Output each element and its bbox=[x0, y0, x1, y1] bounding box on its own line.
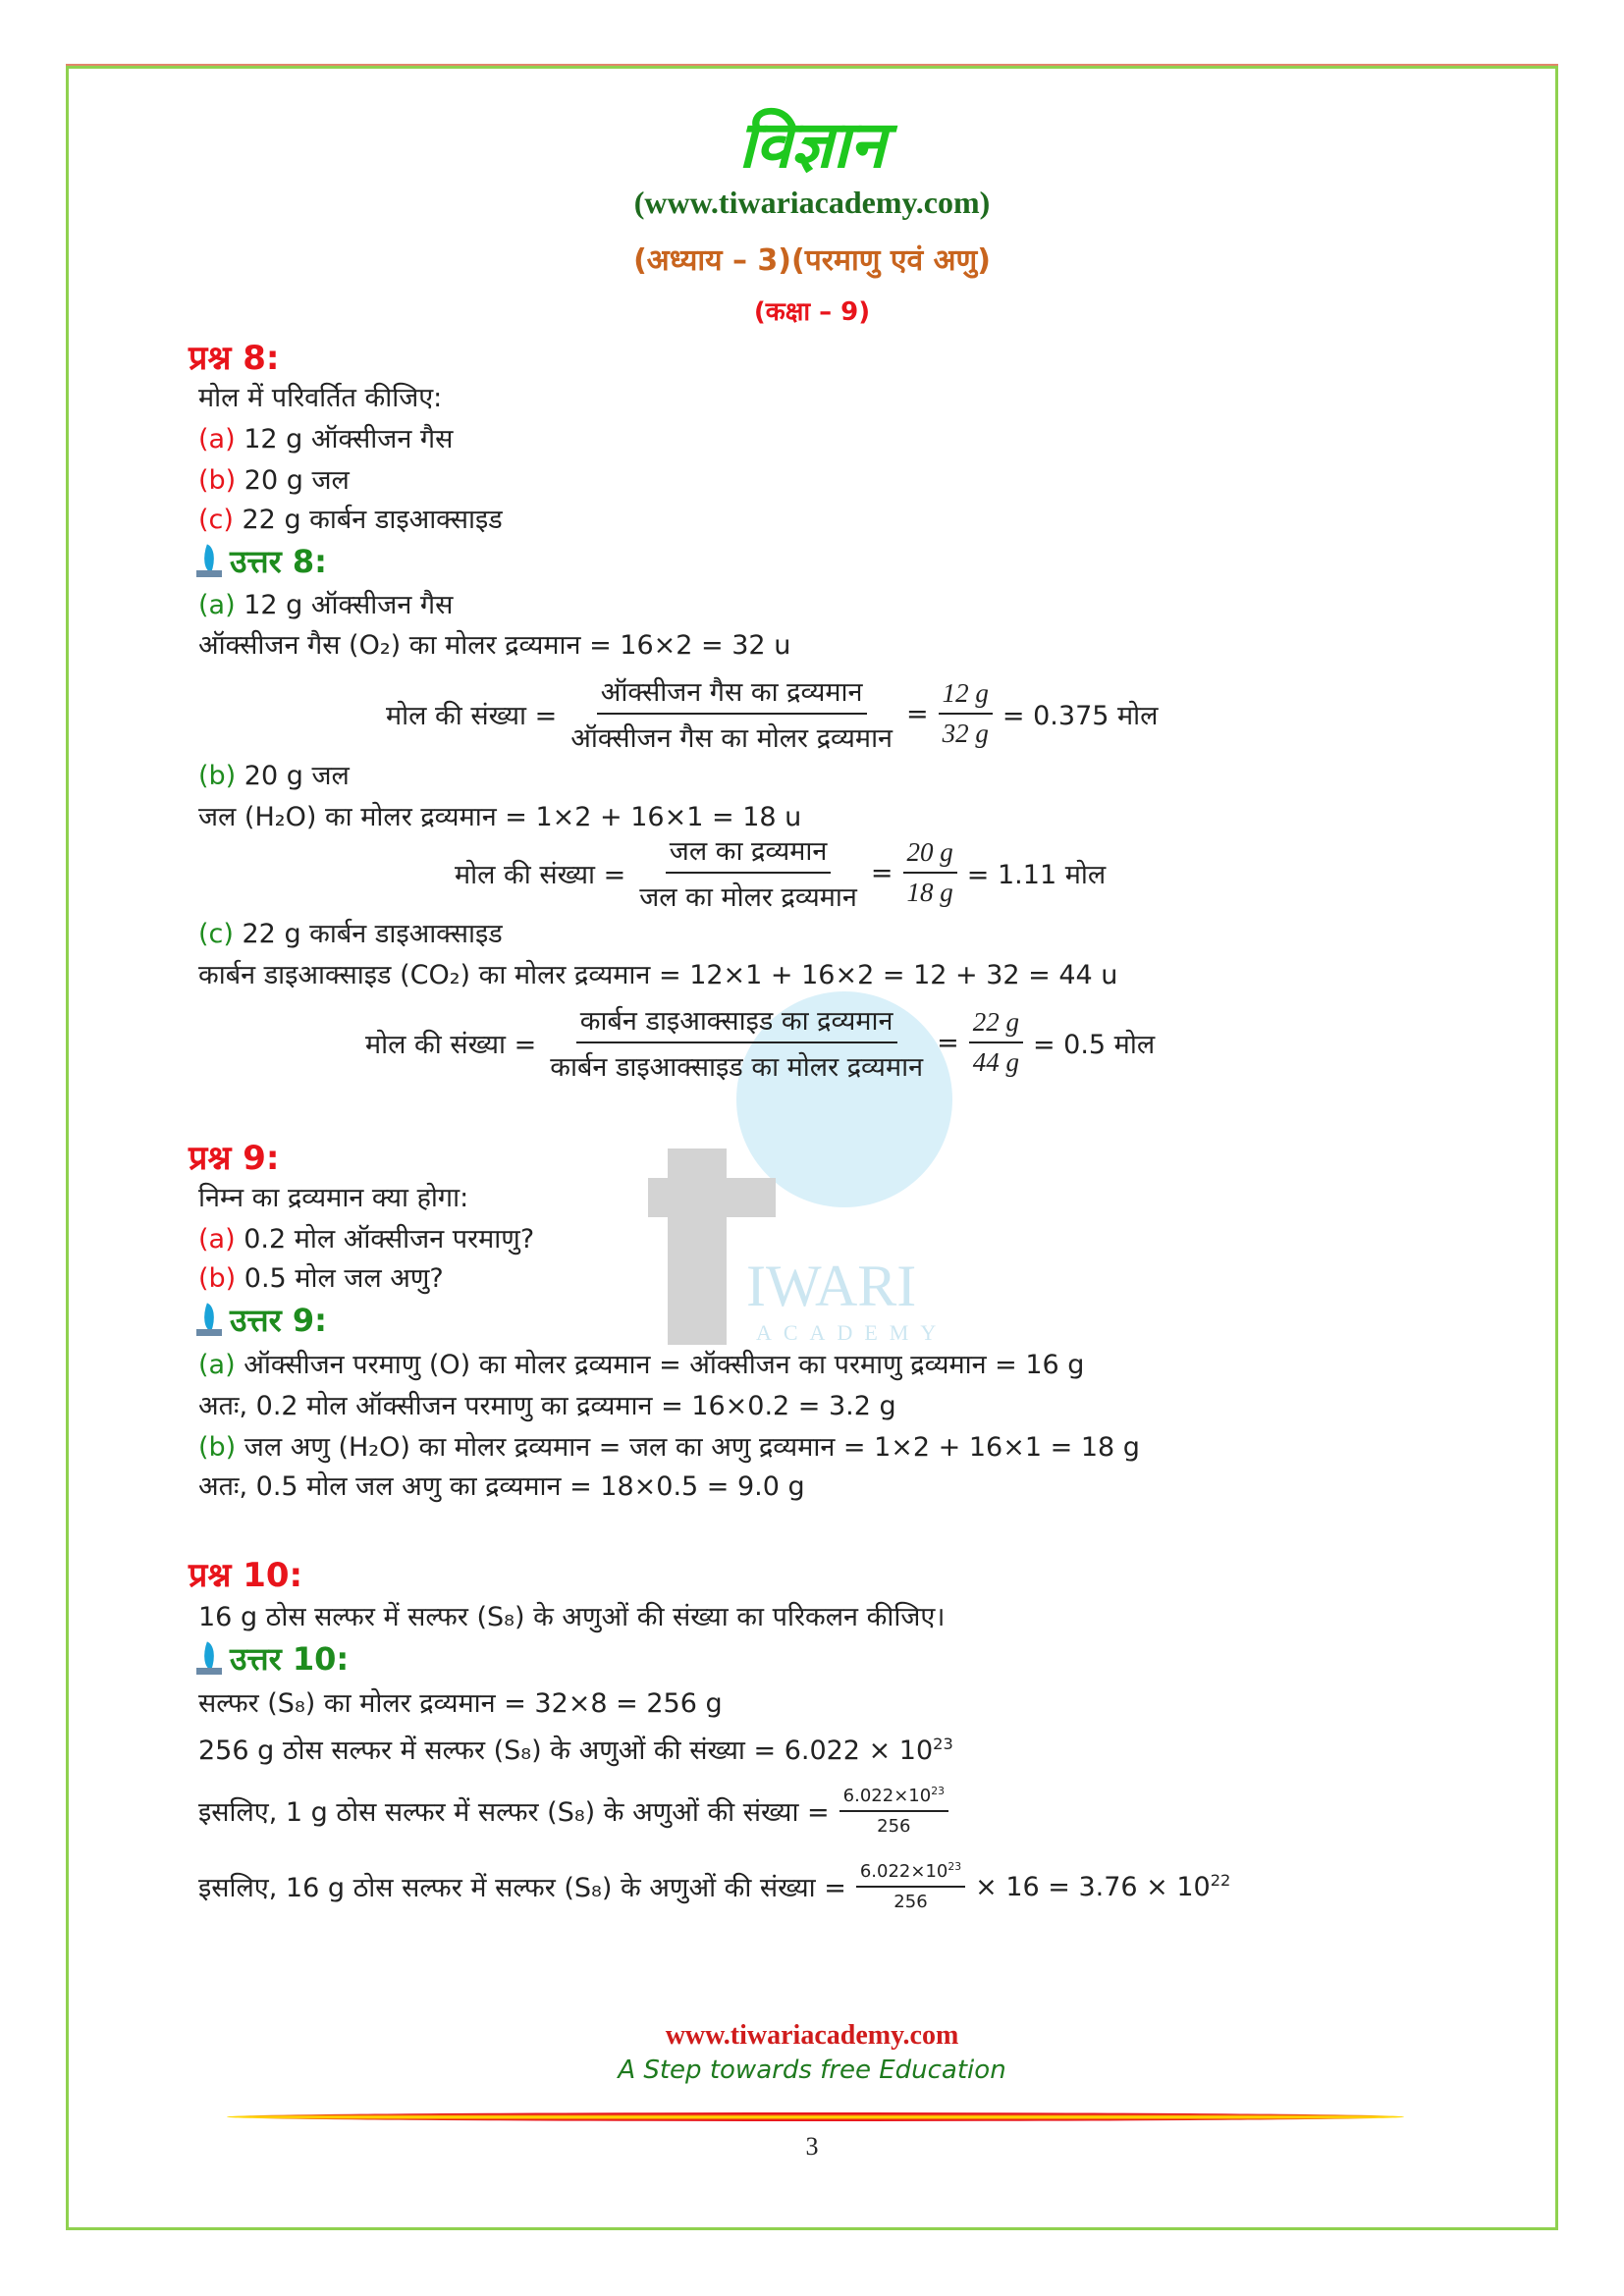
question-8-item bbox=[198, 501, 503, 540]
equals: = bbox=[870, 857, 893, 888]
footer-website[interactable]: www.tiwariacademy.com bbox=[665, 2020, 959, 2051]
result: = 0.375 मोल bbox=[1001, 700, 1159, 731]
answer-9-line: अतः, 0.5 मोल जल अणु का द्रव्यमान = 18×0.5 = 9.0 g bbox=[198, 1471, 805, 1502]
answer-8c-title bbox=[198, 915, 503, 954]
eq-lhs: मोल की संख्या = bbox=[386, 700, 558, 731]
item-text: 20 g जल bbox=[236, 761, 350, 791]
fraction bbox=[567, 672, 896, 755]
exponent: 23 bbox=[933, 1735, 953, 1753]
item-tag: (a) bbox=[198, 590, 236, 620]
fraction bbox=[546, 1001, 927, 1084]
item-text: जल अणु (H₂O) का मोलर द्रव्यमान = जल का अणु द्रव्यमान = 1×2 + 16×1 = 18 g bbox=[236, 1432, 1140, 1463]
answer-8c-equation bbox=[365, 1001, 1155, 1084]
item-text: 0.2 मोल ऑक्सीजन परमाणु? bbox=[235, 1224, 535, 1255]
numerator: $6.022\times 10^{23}$ bbox=[856, 1860, 965, 1888]
question-8-item bbox=[198, 420, 453, 459]
chapter-title: (अध्याय – 3)(परमाणु एवं अणु) bbox=[633, 243, 991, 278]
item-text: 12 g ऑक्सीजन गैस bbox=[235, 590, 454, 620]
result: = 0.5 मोल bbox=[1032, 1029, 1156, 1060]
answer-8b-title bbox=[198, 757, 350, 796]
text: इसलिए, 1 g ठोस सल्फर में सल्फर (S₈) के अणुओं की संख्या = bbox=[198, 1797, 830, 1828]
answer-10-line: सल्फर (S₈) का मोलर द्रव्यमान = 32×8 = 256 g bbox=[198, 1688, 723, 1719]
answer-8a-equation bbox=[386, 672, 1158, 755]
answer-8-label: उत्तर 8: bbox=[230, 543, 327, 580]
answer-9-line bbox=[198, 1346, 1084, 1385]
answer-10-heading bbox=[196, 1637, 349, 1680]
result: × $16 = 3.76 \times 10^{22}$ bbox=[975, 1870, 1231, 1902]
answer-9-line bbox=[198, 1428, 1140, 1468]
numerator: 12 g bbox=[939, 678, 993, 715]
item-tag: (b) bbox=[198, 1263, 237, 1294]
fraction bbox=[839, 1785, 948, 1837]
answer-8c-molar: कार्बन डाइआक्साइड (CO₂) का मोलर द्रव्यमान = 12×1 + 16×2 = 12 + 32 = 44 u bbox=[198, 960, 1118, 990]
question-9-label: प्रश्न 9: bbox=[189, 1139, 280, 1178]
text: इसलिए, 16 g ठोस सल्फर में सल्फर (S₈) के अणुओं की संख्या = bbox=[198, 1873, 846, 1903]
answer-10-line bbox=[198, 1785, 948, 1837]
answer-9-line: अतः, 0.2 मोल ऑक्सीजन परमाणु का द्रव्यमान = 16×0.2 = 3.2 g bbox=[198, 1391, 896, 1421]
question-8-label: प्रश्न 8: bbox=[189, 339, 280, 378]
answer-9-heading bbox=[196, 1299, 327, 1341]
denominator: ऑक्सीजन गैस का मोलर द्रव्यमान bbox=[570, 723, 893, 754]
item-text: 0.5 मोल जल अणु? bbox=[236, 1263, 444, 1294]
item-tag: (a) bbox=[198, 1224, 236, 1255]
page-title: विज्ञान bbox=[738, 107, 886, 183]
denominator: 256 bbox=[893, 1892, 928, 1912]
question-10-label: प्रश्न 10: bbox=[189, 1556, 303, 1595]
question-9-prompt: निम्न का द्रव्यमान क्या होगा: bbox=[198, 1183, 469, 1213]
footer-tagline: A Step towards free Education bbox=[618, 2056, 1006, 2085]
answer-8b-molar: जल (H₂O) का मोलर द्रव्यमान = 1×2 + 16×1 = 18 u bbox=[198, 802, 802, 832]
question-10-prompt: 16 g ठोस सल्फर में सल्फर (S₈) के अणुओं की संख्या का परिकलन कीजिए। bbox=[198, 1602, 946, 1632]
answer-10-label: उत्तर 10: bbox=[230, 1640, 350, 1678]
numerator: ऑक्सीजन गैस का द्रव्यमान bbox=[597, 672, 867, 715]
denominator: 44 g bbox=[972, 1047, 1019, 1077]
answer-8a-molar: ऑक्सीजन गैस (O₂) का मोलर द्रव्यमान = 16×2 = 32 u bbox=[198, 630, 791, 661]
answer-10-line bbox=[198, 1860, 1230, 1912]
fraction bbox=[969, 1007, 1023, 1078]
tiwari-leaf-icon bbox=[196, 1643, 222, 1675]
fraction bbox=[939, 678, 993, 749]
denominator: 256 bbox=[877, 1816, 911, 1837]
eq-lhs: मोल की संख्या = bbox=[455, 859, 626, 890]
answer-8b-equation bbox=[455, 831, 1106, 914]
item-text: ऑक्सीजन परमाणु (O) का मोलर द्रव्यमान = ऑक्सीजन का परमाणु द्रव्यमान = 16 g bbox=[235, 1350, 1085, 1380]
item-tag: (a) bbox=[198, 1350, 236, 1380]
tiwari-leaf-icon bbox=[196, 1305, 222, 1336]
tiwari-leaf-icon bbox=[196, 546, 222, 577]
footer-divider bbox=[227, 2112, 1404, 2121]
numerator: $6.022\times 10^{23}$ bbox=[839, 1785, 948, 1812]
header-website: (www.tiwariacademy.com) bbox=[633, 185, 991, 220]
eq-lhs: मोल की संख्या = bbox=[365, 1029, 537, 1060]
question-8-prompt: मोल में परिवर्तित कीजिए: bbox=[198, 383, 443, 413]
question-9-item bbox=[198, 1220, 534, 1259]
class-label: (कक्षा – 9) bbox=[753, 297, 871, 327]
text: 256 g ठोस सल्फर में सल्फर (S₈) के अणुओं की संख्या = 6.022 × 10 bbox=[198, 1735, 934, 1766]
denominator: 18 g bbox=[906, 878, 953, 907]
question-8-item bbox=[198, 461, 350, 501]
fraction bbox=[856, 1860, 965, 1912]
equals: = bbox=[937, 1027, 959, 1058]
numerator: 22 g bbox=[969, 1007, 1023, 1043]
item-text: 22 g कार्बन डाइआक्साइड bbox=[233, 505, 503, 535]
answer-10-line bbox=[198, 1725, 953, 1771]
denominator: जल का मोलर द्रव्यमान bbox=[639, 882, 857, 913]
denominator: 32 g bbox=[942, 719, 989, 748]
answer-9-label: उत्तर 9: bbox=[230, 1302, 327, 1339]
item-text: 22 g कार्बन डाइआक्साइड bbox=[233, 919, 503, 949]
watermark-text: IWARI bbox=[746, 1254, 917, 1318]
item-tag: (a) bbox=[198, 424, 236, 454]
numerator: जल का द्रव्यमान bbox=[666, 831, 832, 874]
watermark-subtext: ACADEMY bbox=[756, 1320, 948, 1345]
numerator: 20 g bbox=[903, 837, 957, 874]
result: = 1.11 मोल bbox=[966, 859, 1107, 890]
item-tag: (b) bbox=[198, 761, 237, 791]
question-9-item bbox=[198, 1259, 444, 1299]
fraction bbox=[635, 831, 861, 914]
item-text: 20 g जल bbox=[236, 465, 350, 496]
answer-8a-title bbox=[198, 586, 453, 625]
page-number: 3 bbox=[805, 2132, 819, 2161]
item-text: 12 g ऑक्सीजन गैस bbox=[235, 424, 454, 454]
equals: = bbox=[906, 698, 929, 729]
fraction bbox=[903, 837, 957, 908]
item-tag: (b) bbox=[198, 465, 237, 496]
denominator: कार्बन डाइआक्साइड का मोलर द्रव्यमान bbox=[550, 1052, 924, 1083]
item-tag: (c) bbox=[198, 919, 234, 949]
item-tag: (b) bbox=[198, 1432, 237, 1463]
answer-8-heading bbox=[196, 540, 327, 582]
item-tag: (c) bbox=[198, 505, 234, 535]
numerator: कार्बन डाइआक्साइड का द्रव्यमान bbox=[576, 1001, 897, 1043]
